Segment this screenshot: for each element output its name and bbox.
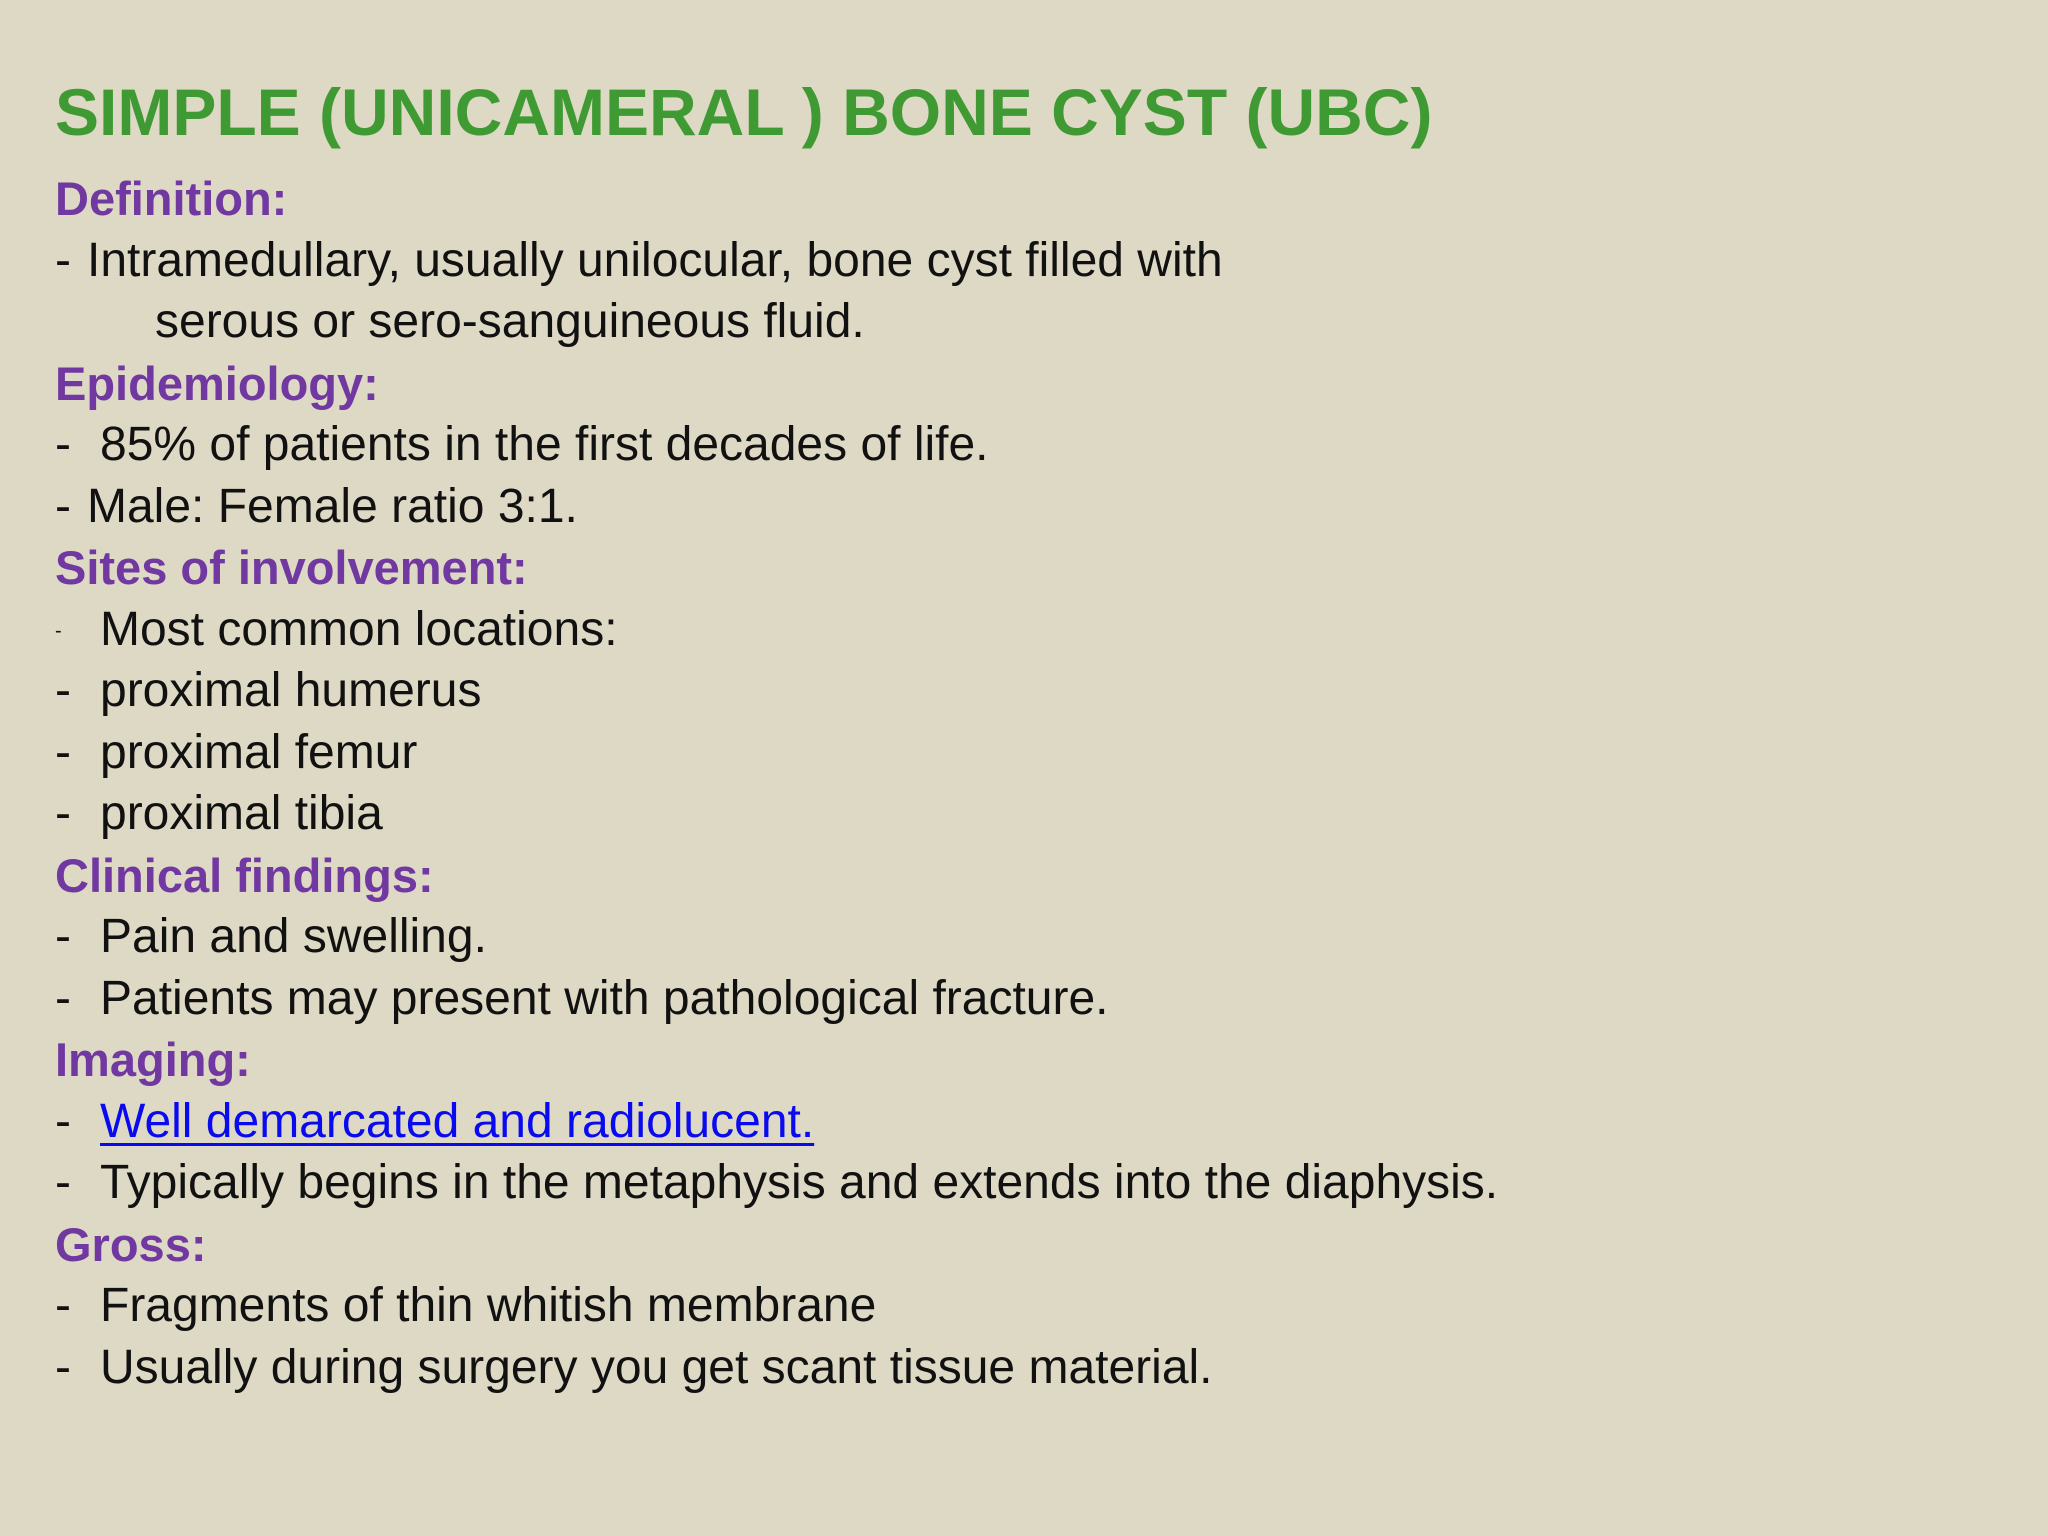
- bullet-dash: -: [55, 1340, 71, 1394]
- sites-line: - Most common locations:: [55, 599, 2015, 661]
- definition-line-continued: serous or sero-sanguineous fluid.: [155, 295, 865, 348]
- imaging-heading: Imaging:: [55, 1033, 251, 1086]
- imaging-link[interactable]: Well demarcated and radiolucent.: [100, 1094, 815, 1148]
- sites-line: - proximal humerus: [55, 660, 2015, 722]
- definition-line: - Intramedullary, usually unilocular, bone cyst filled with: [55, 230, 2015, 292]
- bullet-dash: -: [55, 1156, 71, 1209]
- epidemiology-line: - Male: Female ratio 3:1.: [55, 476, 2015, 538]
- sites-line: - proximal tibia: [55, 783, 2015, 845]
- gross-line: - Fragments of thin whitish membrane: [55, 1275, 2015, 1337]
- bullet-dash: -: [55, 725, 71, 779]
- sites-line: - proximal femur: [55, 722, 2015, 784]
- epidemiology-line: - 85% of patients in the first decades of life.: [55, 414, 2015, 476]
- definition-heading: Definition:: [55, 172, 288, 225]
- slide-body: [55, 168, 2015, 1398]
- bullet-dash: -: [55, 418, 71, 471]
- bullet-dash: -: [55, 1094, 71, 1148]
- sites-heading: Sites of involvement:: [55, 541, 528, 594]
- bullet-dash: -: [55, 1279, 71, 1332]
- clinical-line: - Patients may present with pathological fracture.: [55, 968, 2015, 1030]
- epidemiology-heading: Epidemiology:: [55, 356, 379, 410]
- bullet-dash: -: [55, 479, 71, 533]
- imaging-line: - Typically begins in the metaphysis and extends into the diaphysis.: [55, 1152, 2015, 1214]
- clinical-heading: Clinical findings:: [55, 848, 434, 902]
- bullet-dash: -: [55, 787, 71, 840]
- bullet-dash: -: [55, 233, 71, 287]
- slide-title: SIMPLE (UNICAMERAL ) BONE CYST (UBC): [55, 75, 1433, 149]
- bullet-dash: -: [55, 664, 71, 717]
- imaging-line: [55, 1091, 2015, 1153]
- bullet-dash: -: [55, 620, 62, 643]
- gross-line: - Usually during surgery you get scant tissue material.: [55, 1337, 2015, 1399]
- clinical-line: - Pain and swelling.: [55, 906, 2015, 968]
- bullet-dash: -: [55, 971, 71, 1025]
- gross-heading: Gross:: [55, 1217, 207, 1271]
- bullet-dash: -: [55, 910, 71, 963]
